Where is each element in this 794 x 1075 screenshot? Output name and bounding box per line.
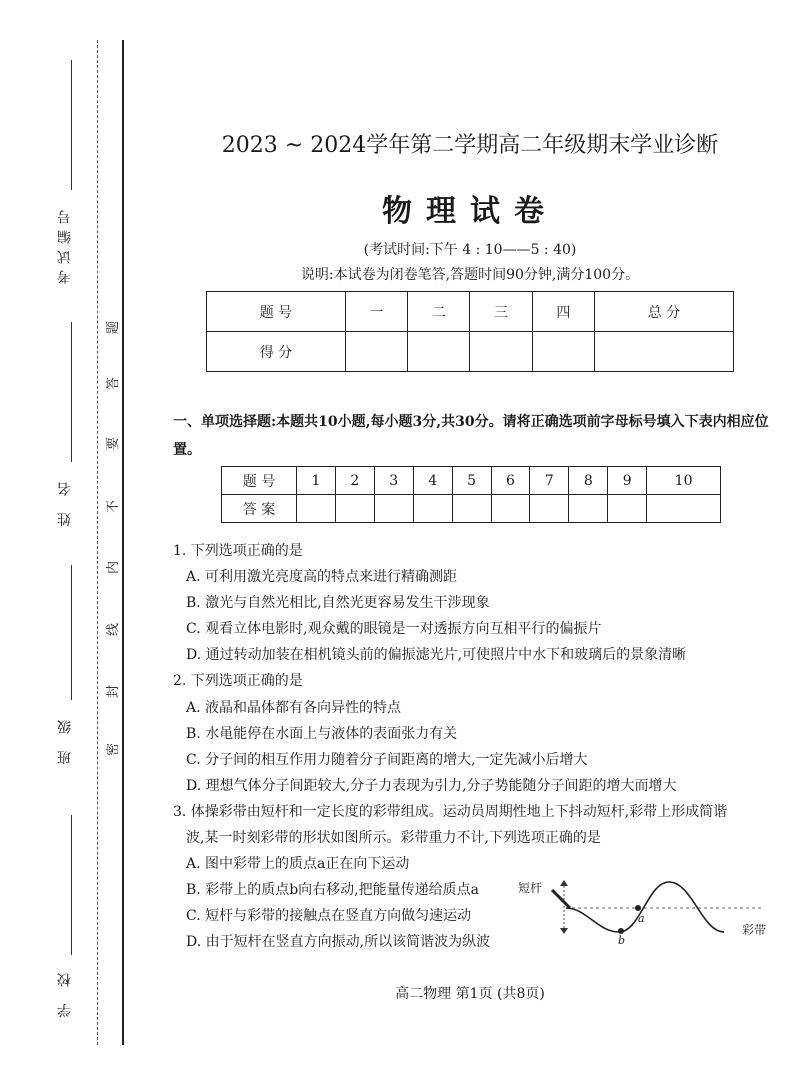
exam-title: 2023 ~ 2024学年第二学期高二年级期末学业诊断	[221, 133, 719, 158]
table-row	[222, 467, 721, 495]
arrow-down-icon	[560, 928, 568, 934]
table-cell: 4	[413, 467, 452, 495]
option: B. 彩带上的质点b向右移动,把能量传递给质点a	[186, 882, 479, 898]
name-label: 姓 名	[57, 476, 73, 527]
table-cell: 2	[335, 467, 374, 495]
table-cell: 5	[452, 467, 491, 495]
answer-entry-cell[interactable]	[647, 495, 721, 523]
option: D. 通过转动加装在相机镜头前的偏振滤光片,可使照片中水下和玻璃后的景象清晰	[186, 647, 687, 663]
table-cell: 三	[470, 292, 532, 332]
ribbon-label: 彩带	[742, 923, 767, 937]
table-cell: 9	[608, 467, 647, 495]
exam-time: (考试时间:下午 4 : 10——5 : 40)	[363, 242, 577, 258]
option: A. 液晶和晶体都有各向异性的特点	[186, 700, 402, 716]
ribbon-wave-figure	[514, 874, 774, 944]
table-cell: 总 分	[595, 292, 734, 332]
table-cell: 题 号	[207, 292, 346, 332]
table-cell: 8	[569, 467, 608, 495]
option: C. 短杆与彩带的接触点在竖直方向做匀速运动	[186, 908, 472, 924]
option: B. 水黾能停在水面上与液体的表面张力有关	[186, 726, 458, 742]
table-cell: 得 分	[207, 332, 346, 372]
option: C. 分子间的相互作用力随着分子间距离的增大,一定先减小后增大	[186, 752, 588, 768]
table-cell: 6	[491, 467, 530, 495]
table-cell: 10	[647, 467, 721, 495]
point-b-label: b	[618, 934, 626, 944]
score-entry-cell[interactable]	[532, 332, 594, 372]
option: C. 观看立体电影时,观众戴的眼镜是一对透振方向互相平行的偏振片	[186, 621, 602, 637]
short-rod	[552, 890, 570, 908]
answer-entry-cell[interactable]	[608, 495, 647, 523]
score-entry-cell[interactable]	[408, 332, 470, 372]
table-cell: 题 号	[222, 467, 297, 495]
exam-id-field[interactable]	[55, 60, 75, 284]
option: D. 由于短杆在竖直方向振动,所以该简谐波为纵波	[186, 934, 491, 950]
school-field[interactable]	[55, 815, 75, 1017]
seal-char: 要	[106, 436, 122, 451]
answer-entry-cell[interactable]	[335, 495, 374, 523]
rod-label: 短杆	[518, 881, 543, 895]
answer-entry-cell[interactable]	[374, 495, 413, 523]
question-stem: 3. 体操彩带由短杆和一定长度的彩带组成。运动员周期性地上下抖动短杆,彩带上形成简谐	[173, 804, 728, 820]
table-row	[222, 495, 721, 523]
ribbon-wave	[566, 882, 724, 932]
answer-entry-cell[interactable]	[530, 495, 569, 523]
class-field[interactable]	[55, 565, 75, 764]
point-a-dot	[635, 905, 641, 911]
score-entry-cell[interactable]	[345, 332, 407, 372]
table-cell: 四	[532, 292, 594, 332]
seal-char: 内	[106, 560, 122, 575]
answer-table	[221, 466, 721, 523]
answer-entry-cell[interactable]	[413, 495, 452, 523]
page-footer: 高二物理 第1页 (共8页)	[395, 986, 545, 1002]
school-label: 学 校	[57, 967, 73, 1018]
answer-entry-cell[interactable]	[491, 495, 530, 523]
point-a-label: a	[638, 912, 645, 925]
table-row	[207, 332, 734, 372]
seal-char: 题	[106, 320, 122, 335]
seal-char: 不	[106, 499, 122, 514]
exam-id-label: 考试编号	[57, 204, 73, 284]
question-stem-continued: 波,某一时刻彩带的形状如图所示。彩带重力不计,下列选项正确的是	[186, 830, 601, 846]
table-cell: 答 案	[222, 495, 297, 523]
table-cell: 7	[530, 467, 569, 495]
score-entry-cell[interactable]	[595, 332, 734, 372]
seal-char: 封	[106, 684, 122, 699]
section-heading: 一、单项选择题:本题共10小题,每小题3分,共30分。请将正确选项前字母标号填入下表内相应位置。	[173, 414, 769, 458]
name-field[interactable]	[55, 322, 75, 526]
question-stem: 1. 下列选项正确的是	[173, 543, 303, 559]
dashed-fold-line	[97, 40, 98, 1045]
seal-char: 密	[106, 742, 122, 757]
table-cell: 二	[408, 292, 470, 332]
option: B. 激光与自然光相比,自然光更容易发生干涉现象	[186, 595, 490, 611]
score-table	[206, 291, 734, 372]
instructions: 说明:本试卷为闭卷笔答,答题时间90分钟,满分100分。	[300, 267, 640, 283]
option: A. 可利用激光亮度高的特点来进行精确测距	[186, 569, 458, 585]
table-row	[207, 292, 734, 332]
solid-border-line	[122, 40, 124, 1045]
option: A. 图中彩带上的质点a正在向下运动	[186, 856, 410, 872]
class-label: 班 级	[57, 714, 73, 765]
seal-char: 线	[106, 622, 122, 637]
question-stem: 2. 下列选项正确的是	[173, 673, 303, 689]
option: D. 理想气体分子间距较大,分子力表现为引力,分子势能随分子间距的增大而增大	[186, 778, 677, 794]
table-cell: 一	[345, 292, 407, 332]
table-cell: 1	[297, 467, 336, 495]
seal-char: 答	[106, 376, 122, 391]
arrow-up-icon	[560, 880, 568, 886]
answer-entry-cell[interactable]	[297, 495, 336, 523]
answer-entry-cell[interactable]	[452, 495, 491, 523]
subject-title: 物理试卷	[382, 194, 558, 229]
answer-entry-cell[interactable]	[569, 495, 608, 523]
table-cell: 3	[374, 467, 413, 495]
score-entry-cell[interactable]	[470, 332, 532, 372]
